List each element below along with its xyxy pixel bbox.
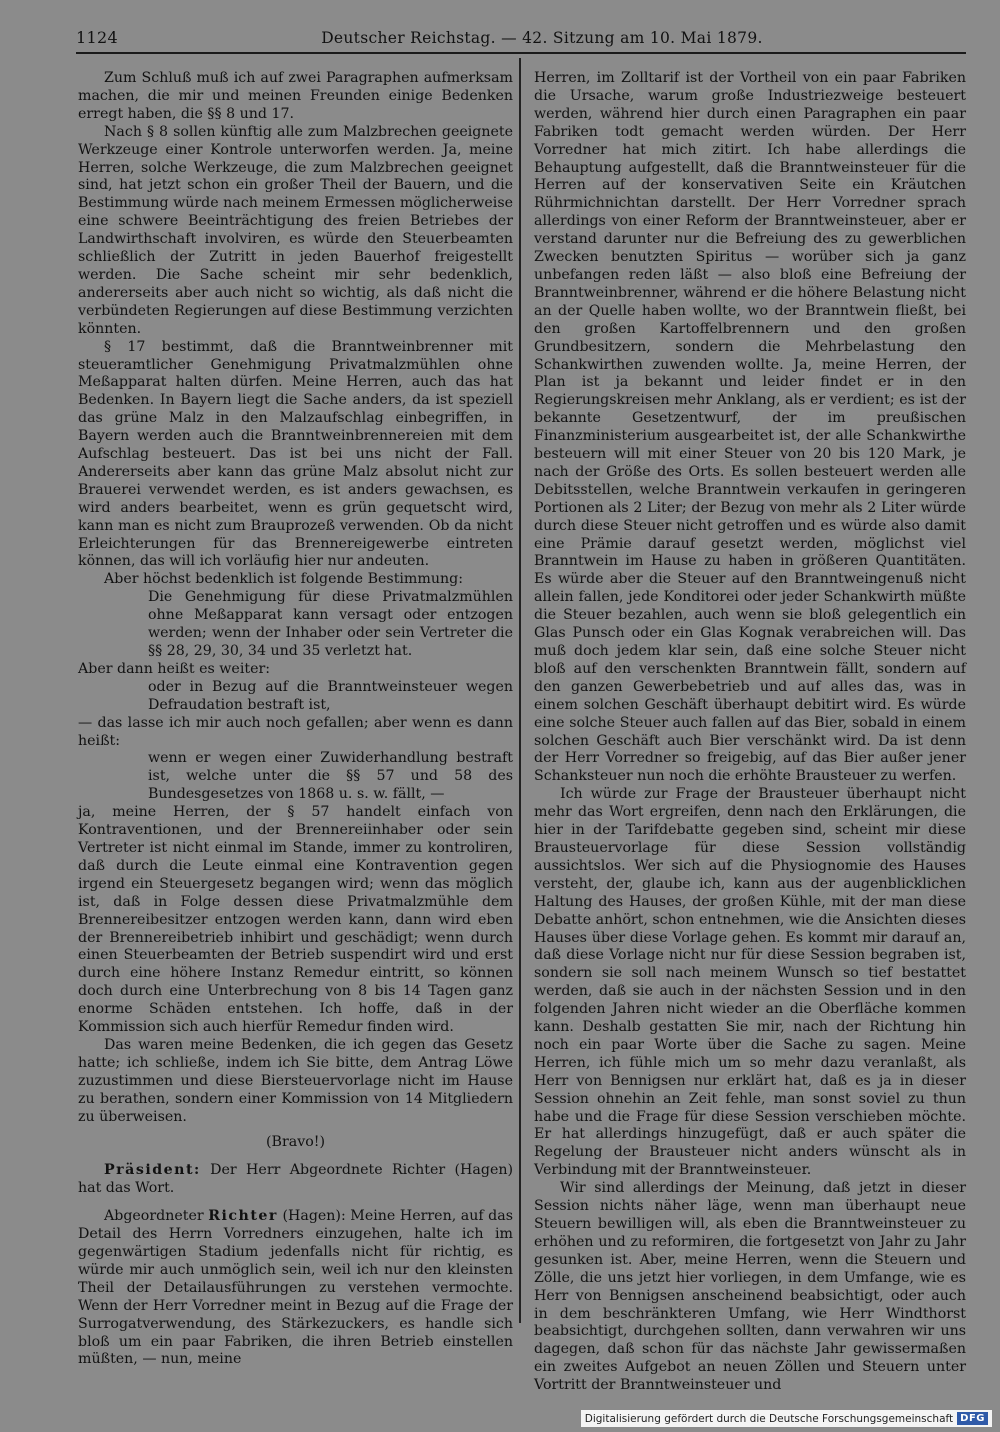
president-statement bbox=[78, 1162, 513, 1198]
page-title: Deutscher Reichstag. — 42. Sitzung am 10. Mai 1879. bbox=[321, 29, 763, 47]
paragraph: Wir sind allerdings der Meinung, daß jetzt in dieser Session nichts näher läge, wenn man überhaupt neue Steuern bewilligen will, als eben die Branntweinsteuer zu erhöhen und zu reformiren, die fortgesetzt von Jahr zu Jahr gesunken ist. Aber, meine Herren, wenn die Steuern und Zölle, die uns jetzt hier vorliegen, in dem Umfange, wie es Herr von Bennigsen anscheinend beabsichtigt, oder auch in dem beschränkteren Umfang, wie Herr Windthorst beabsichtigt, durchgehen sollten, dann verwahren wir uns dagegen, daß schon für das nächste Jahr gewissermaßen ein zweites Aufgebot an neuen Zöllen und Steuern unter Vortritt der Branntweinsteuer und bbox=[534, 1180, 966, 1394]
paragraph: Aber höchst bedenklich ist folgende Bestimmung: bbox=[104, 571, 463, 588]
paragraph: — das lasse ich mir auch noch gefallen; aber wenn es dann heißt: bbox=[78, 714, 513, 749]
quoted-provision: Die Genehmigung für diese Privatmalzmühlen ohne Meßapparat kann versagt oder entzogen werden; wenn der Inhaber oder sein Vertreter die §§ 28, 29, 30, 34 und 35 verletzt hat. bbox=[148, 589, 513, 659]
left-column bbox=[78, 70, 513, 1369]
paragraph: § 17 bestimmt, daß die Branntweinbrenner mit steueramtlicher Genehmigung Privatmalzmühlen ohne Meßapparat halten dürfen. Meine Herren, auch das hat Bedenken. In Bayern liegt die Sache anders, da ist speziell das grüne Malz in den Malzaufschlag einbegriffen, in Bayern werden auch die Branntweinbrennereien mit dem Aufschlag besteuert. Das ist bei uns nicht der Fall. Andererseits aber kann das grüne Malz absolut nicht zur Brauerei verwendet werden, es ist anders gewachsen, es wird anders bearbeitet, wenn es grün gequetscht wird, kann man es nicht zum Brauprozeß verwenden. Ob da nicht Erleichterungen für das Brennereigewerbe eintreten können, das will ich vorläufig hier nur andeuten. bbox=[78, 338, 513, 570]
paragraph: ja, meine Herren, der § 57 handelt einfach von Kontraventionen, und der Brennereiinhaber oder sein Vertreter ist nicht einmal im Stande, immer zu kontroliren, daß durch die Leute einmal eine Kontravention gegen irgend ein Steuergesetz begangen wird; wenn das möglich ist, daß in Folge dessen diese Privatmalzmühle dem Brennereibesitzer entzogen werden kann, dann wird eben der Brennereibetrieb inhibirt und geschädigt; wenn durch einen Steuerbeamten der Betrieb suspendirt wird und erst durch eine höhere Instanz Remedur eintritt, so können doch durch eine Unterbrechung von 8 bis 14 Tagen ganz enorme Schäden entstehen. Ich hoffe, daß in der Kommission sich auch hierfür Remedur finden wird. bbox=[78, 804, 513, 1036]
applause-note: (Bravo!) bbox=[266, 1134, 325, 1151]
page-header bbox=[76, 28, 966, 52]
speech-text: (Hagen): Meine Herren, auf das Detail des Herrn Vorredners einzugehen, halte ich im gegenwärtigen Stadium jedenfalls nicht für richtig, es würde mir auch unmöglich sein, weil ich nur den kleinsten Theil der Detailausführungen zu verstehen vermochte. Wenn der Herr Vorredner meint in Bezug auf die Frage der Surrogatverwendung, des Stärkezuckers, es handle sich bloß um ein paar Fabriken, die ihren Betrieb einstellen müßten, — nun, meine bbox=[78, 1208, 514, 1368]
paragraph: Ich würde zur Frage der Brausteuer überhaupt nicht mehr das Wort ergreifen, denn nach den Erklärungen, die hier in der Tarifdebatte gegeben sind, scheint mir diese Brausteuervorlage für diese Session vollständig aussichtslos. Wer sich auf die Physiognomie des Hauses versteht, der, glaube ich, kann aus der augenblicklichen Haltung des Hauses, der großen Kühle, mit der man diese Debatte anhört, schon entnehmen, wie die Ansichten dieses Hauses über diese Vorlage gehen. Es kommt mir darauf an, daß diese Vorlage nicht nur für diese Session begraben ist, sondern sie soll nach meinem Wunsch so tief bestattet werden, daß sie auch in der nächsten Session und in den folgenden Jahren nicht wieder an die Oberfläche kommen kann. Deshalb gestatten Sie mir, nach der Richtung hin noch ein paar Worte über die Sache zu sagen. Meine Herren, ich fühle mich um so mehr dazu veranlaßt, als Herr von Bennigsen nur erklärt hat, daß es ja in dieser Session ohnehin an Zeit fehle, man sonst soviel zu thun habe und die Frage für diese Session verschieben möchte. Er hat allerdings hinzugefügt, daß er auch später die Regelung der Brausteuer nicht anders wünscht als in Verbindung mit der Branntweinsteuer. bbox=[534, 786, 966, 1179]
paragraph: Das waren meine Bedenken, die ich gegen das Gesetz hatte; ich schließe, indem ich Sie bitte, dem Antrag Löwe zuzustimmen und diese Biersteuervorlage nicht im Hause zu berathen, sondern einer Kommission von 14 Mitgliedern zu überweisen. bbox=[78, 1036, 513, 1125]
deputy-speech bbox=[78, 1208, 513, 1369]
dfg-logo: DFG bbox=[957, 1412, 988, 1425]
speaker-president: Präsident: bbox=[104, 1162, 201, 1179]
footer-text: Digitalisierung gefördert durch die Deutsche Forschungsgemeinschaft bbox=[584, 1412, 954, 1425]
statement-text: Der Herr Abgeordnete Richter (Hagen) hat das Wort. bbox=[78, 1162, 514, 1197]
speaker-name: Richter bbox=[208, 1208, 278, 1225]
speaker-role: Abgeordneter bbox=[104, 1208, 204, 1225]
quoted-provision: oder in Bezug auf die Branntweinsteuer wegen Defraudation bestraft ist, bbox=[148, 678, 513, 713]
paragraph: Herren, im Zolltarif ist der Vortheil von ein paar Fabriken die Ursache, warum große Industriezweige besteuert werden, während hier durch einen Paragraphen ein paar Fabriken todt gemacht werden würden. Der Herr Vorredner hat mich zitirt. Ich habe allerdings die Behauptung aufgestellt, daß die Branntweinsteuer für die Herren auf der konservativen Seite ein Kräutchen Rührmichnichtan darstellt. Der Herr Vorredner sprach allerdings von einer Reform der Branntweinsteuer, aber er verstand darunter nur die Befreiung des zu gewerblichen Zwecken benutzten Spiritus — worüber sich ja ganz unbefangen reden läßt — also bloß eine Befreiung der Branntweinbrenner, während er die höhere Belastung nicht an der Quelle haben wollte, wo der Branntwein fließt, bei den großen Kartoffelbrennern und den großen Grundbesitzern, sondern die Mehrbelastung den Schankwirthen zuwenden wollte. Ja, meine Herren, der Plan ist ja bekannt und leider findet er in den Regierungskreisen mehr Anklang, als er verdient; es ist der bekannte Gesetzentwurf, der im preußischen Finanzministerium ausgearbeitet ist, der alle Schankwirthe besteuern will mit einer Steuer von 20 bis 120 Mark, je nach der Größe des Orts. Es sollen besteuert werden alle Debitsstellen, welche Branntwein verkaufen in geringeren Portionen als 2 Liter; der Bezug von mehr als 2 Liter würde durch diese Steuer nicht getroffen und es würde also damit eine Prämie darauf gesetzt werden, möglichst viel Branntwein im Hause zu haben in größeren Quantitäten. Es würde aber die Steuer auf den Branntweingenuß nicht allein fallen, jede Konditorei oder jeder Schankwirth müßte die Steuer bezahlen, auch wenn sie bloß gelegentlich ein Glas Punsch oder ein Glas Kognak verabreichen will. Das muß doch jedem klar sein, daß eine solche Steuer nicht bloß auf den verschenkten Branntwein fällt, sondern auf den ganzen Gewerbebetrieb und auf alles das, was in einem solchen Geschäft überhaupt debitirt wird. Es würde eine solche Steuer auch fallen auf das Bier, sobald in einem solchen Geschäft auch Bier verschänkt wird. Da ist denn der Herr Vorredner so freigebig, auf das Bier außer jener Schanksteuer nun noch die erhöhte Brausteuer zu werfen. bbox=[534, 70, 966, 785]
paragraph: Nach § 8 sollen künftig alle zum Malzbrechen geeignete Werkzeuge einer Kontrole unterworfen werden. Ja, meine Herren, solche Werkzeuge, die zum Malzbrechen geeignet sind, hat jetzt schon ein großer Theil der Bauern, und die Bestimmung würde nach meinem Ermessen möglicherweise eine schwere Beeinträchtigung des freien Betriebes der Landwirthschaft involviren, es würde den Steuerbeamten schließlich der Zutritt in jeden Bauerhof freigestellt werden. Die Sache scheint mir sehr bedenklich, andererseits aber auch nicht so wichtig, als daß nicht die verbündeten Regierungen auf diese Bestimmung verzichten könnten. bbox=[78, 123, 513, 337]
funding-footer bbox=[581, 1410, 992, 1427]
paragraph: Zum Schluß muß ich auf zwei Paragraphen aufmerksam machen, die mir und meinen Freunden einige Bedenken erregt haben, die §§ 8 und 17. bbox=[78, 70, 513, 122]
header-rule bbox=[76, 52, 966, 54]
paragraph: Aber dann heißt es weiter: bbox=[78, 660, 271, 677]
right-column bbox=[534, 70, 966, 1395]
quoted-provision: wenn er wegen einer Zuwiderhandlung bestraft ist, welche unter die §§ 57 und 58 des Bundesgesetzes von 1868 u. s. w. fällt, — bbox=[148, 750, 513, 803]
column-divider bbox=[519, 58, 521, 1323]
page-number: 1124 bbox=[76, 28, 118, 47]
